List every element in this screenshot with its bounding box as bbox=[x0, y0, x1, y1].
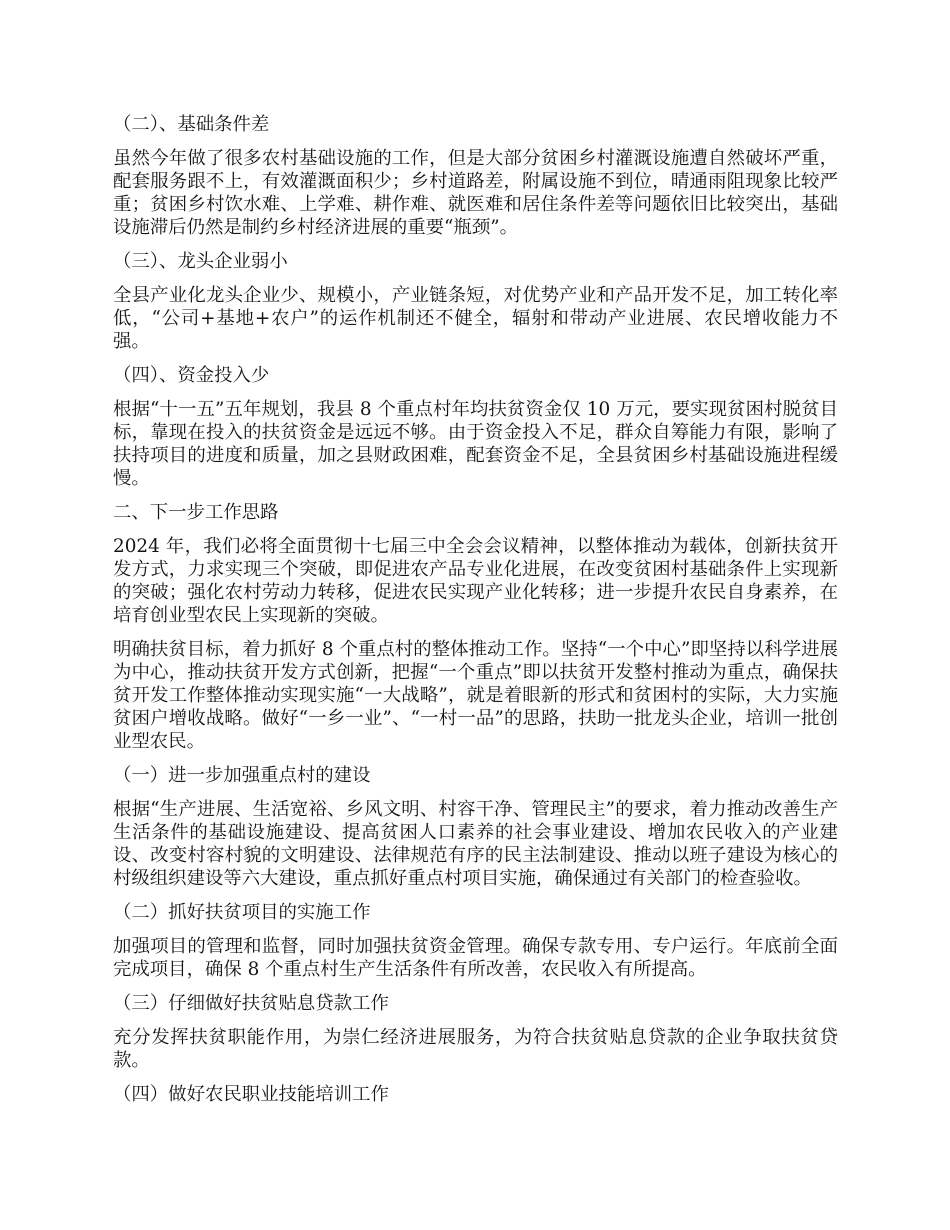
body-paragraph: 充分发挥扶贫职能作用，为崇仁经济进展服务，为符合扶贫贴息贷款的企业争取扶贫贷款。 bbox=[113, 1027, 838, 1071]
body-paragraph: 全县产业化龙头企业少、规模小，产业链条短，对优势产业和产品开发不足，加工转化率低，“公司+基地+农户”的运作机制还不健全，辐射和带动产业进展、农民增收能力不强。 bbox=[113, 285, 838, 352]
subsection-heading-leading-enterprises: （三）、龙头企业弱小 bbox=[113, 251, 288, 272]
body-paragraph: 加强项目的管理和监督，同时加强扶贫资金管理。确保专款专用、专户运行。年底前全面完成项目，确保 8 个重点村生产生活条件有所改善，农民收入有所提高。 bbox=[113, 936, 838, 980]
document-body bbox=[113, 113, 838, 1117]
subsection-heading-project-implementation: （二）抓好扶贫项目的实施工作 bbox=[113, 902, 371, 923]
body-paragraph: 根据“十一五”五年规划，我县 8 个重点村年均扶贫资金仅 10 万元，要实现贫困村脱贫目标，靠现在投入的扶贫资金是远远不够。由于资金投入不足，群众自筹能力有限，影响了扶持项目的进度和质量，加之县财政困难，配套资金不足，全县贫困乡村基础设施进程缓慢。 bbox=[113, 399, 838, 489]
subsection-heading-skills-training: （四）做好农民职业技能培训工作 bbox=[113, 1084, 389, 1105]
section-heading-next-steps: 二、下一步工作思路 bbox=[113, 502, 279, 523]
subsection-heading-key-villages: （一）进一步加强重点村的建设 bbox=[113, 765, 371, 786]
body-paragraph: 根据“生产进展、生活宽裕、乡风文明、村容干净、管理民主”的要求，着力推动改善生产生活条件的基础设施建设、提高贫困人口素养的社会事业建设、增加农民收入的产业建设、改变村容村貌的文明建设、法律规范有序的民主法制建设、推动以班子建设为核心的村级组织建设等六大建设，重点抓好重点村项目实施，确保通过有关部门的检查验收。 bbox=[113, 799, 838, 889]
body-paragraph: 2024 年，我们必将全面贯彻十七届三中全会会议精神，以整体推动为载体，创新扶贫开发方式，力求实现三个突破，即促进农产品专业化进展，在改变贫困村基础条件上实现新的突破；强化农村劳动力转移，促进农民实现产业化转移；进一步提升农民自身素养，在培育创业型农民上实现新的突破。 bbox=[113, 536, 838, 626]
subsection-heading-poverty-loans: （三）仔细做好扶贫贴息贷款工作 bbox=[113, 993, 389, 1014]
subsection-heading-funding: （四）、资金投入少 bbox=[113, 365, 270, 386]
body-paragraph: 明确扶贫目标，着力抓好 8 个重点村的整体推动工作。坚持“一个中心”即坚持以科学进展为中心，推动扶贫开发方式创新，把握“一个重点”即以扶贫开发整村推动为重点，确保扶贫开发工作整体推动实现实施“一大战略”，就是着眼新的形式和贫困村的实际，大力实施贫困户增收战略。做好“一乡一业”、“一村一品”的思路，扶助一批龙头企业，培训一批创业型农民。 bbox=[113, 639, 838, 752]
subsection-heading-infrastructure: （二）、基础条件差 bbox=[113, 114, 270, 135]
body-paragraph: 虽然今年做了很多农村基础设施的工作，但是大部分贫困乡村灌溉设施遭自然破坏严重，配套服务跟不上，有效灌溉面积少；乡村道路差，附属设施不到位，晴通雨阻现象比较严重；贫困乡村饮水难、上学难、耕作难、就医难和居住条件差等问题依旧比较突出，基础设施滞后仍然是制约乡村经济进展的重要“瓶颈”。 bbox=[113, 148, 838, 238]
